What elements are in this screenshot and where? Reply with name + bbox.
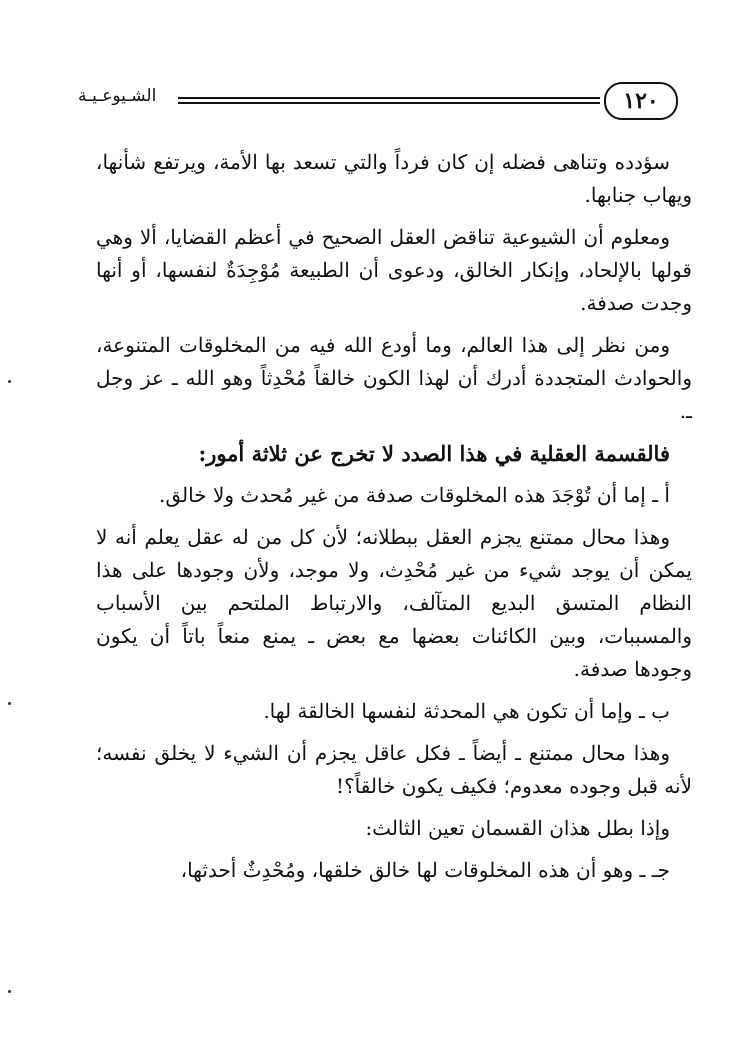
paragraph: أ ـ إما أن تُوْجَدَ هذه المخلوقات صدفة من غير مُحدث ولا خالق.: [159, 483, 670, 507]
header-rule: [178, 97, 600, 104]
paragraph: جـ ـ وهو أن هذه المخلوقات لها خالق خلقها، ومُحْدِثٌ أحدثها،: [180, 858, 670, 882]
scan-mark: [8, 380, 11, 383]
paragraph: وإذا بطل هذان القسمان تعين الثالث:: [365, 816, 670, 840]
page-number: ١٢٠: [604, 82, 678, 120]
paragraph: ب ـ وإما أن تكون هي المحدثة لنفسها الخالقة لها.: [263, 699, 670, 723]
section-heading: فالقسمة العقلية في هذا الصدد لا تخرج عن ثلاثة أمور:: [198, 441, 670, 466]
paragraph: ومعلوم أن الشيوعية تناقض العقل الصحيح في أعظم القضايا، ألا وهي قولها بالإلحاد، وإنكار الخالق، ودعوى أن الطبيعة مُوْجِدَةٌ لنفسها، أو أنها وجدت صدفة.: [96, 225, 692, 315]
page-body: [96, 146, 692, 896]
paragraph: ومن نظر إلى هذا العالم، وما أودع الله فيه من المخلوقات المتنوعة، والحوادث المتجددة أدرك أن لهذا الكون خالقاً مُحْدِثاً وهو الله ـ عز وجل ـ.: [96, 333, 692, 423]
header-title: الشـيوعـيـة: [78, 86, 157, 106]
running-header: [78, 82, 678, 122]
paragraph: وهذا محال ممتنع يجزم العقل ببطلانه؛ لأن كل من له عقل يعلم أنه لا يمكن أن يوجد شيء من غير مُحْدِث، ولا موجد، ولأن وجودها على هذا النظام المتسق البديع المتآلف، والارتباط الملتحم بين الأسباب والمسببات، وبين الكائنات بعضها مع بعض ـ يمنع منعاً باتاً أن يكون وجودها صدفة.: [96, 525, 692, 681]
scan-mark: [8, 990, 11, 993]
scan-mark: [8, 702, 11, 705]
paragraph: سؤدده وتناهى فضله إن كان فرداً والتي تسعد بها الأمة، ويرتفع شأنها، ويهاب جنابها.: [96, 150, 692, 207]
paragraph: وهذا محال ممتنع ـ أيضاً ـ فكل عاقل يجزم أن الشيء لا يخلق نفسه؛ لأنه قبل وجوده معدوم؛ فكيف يكون خالقاً؟!: [96, 741, 692, 798]
